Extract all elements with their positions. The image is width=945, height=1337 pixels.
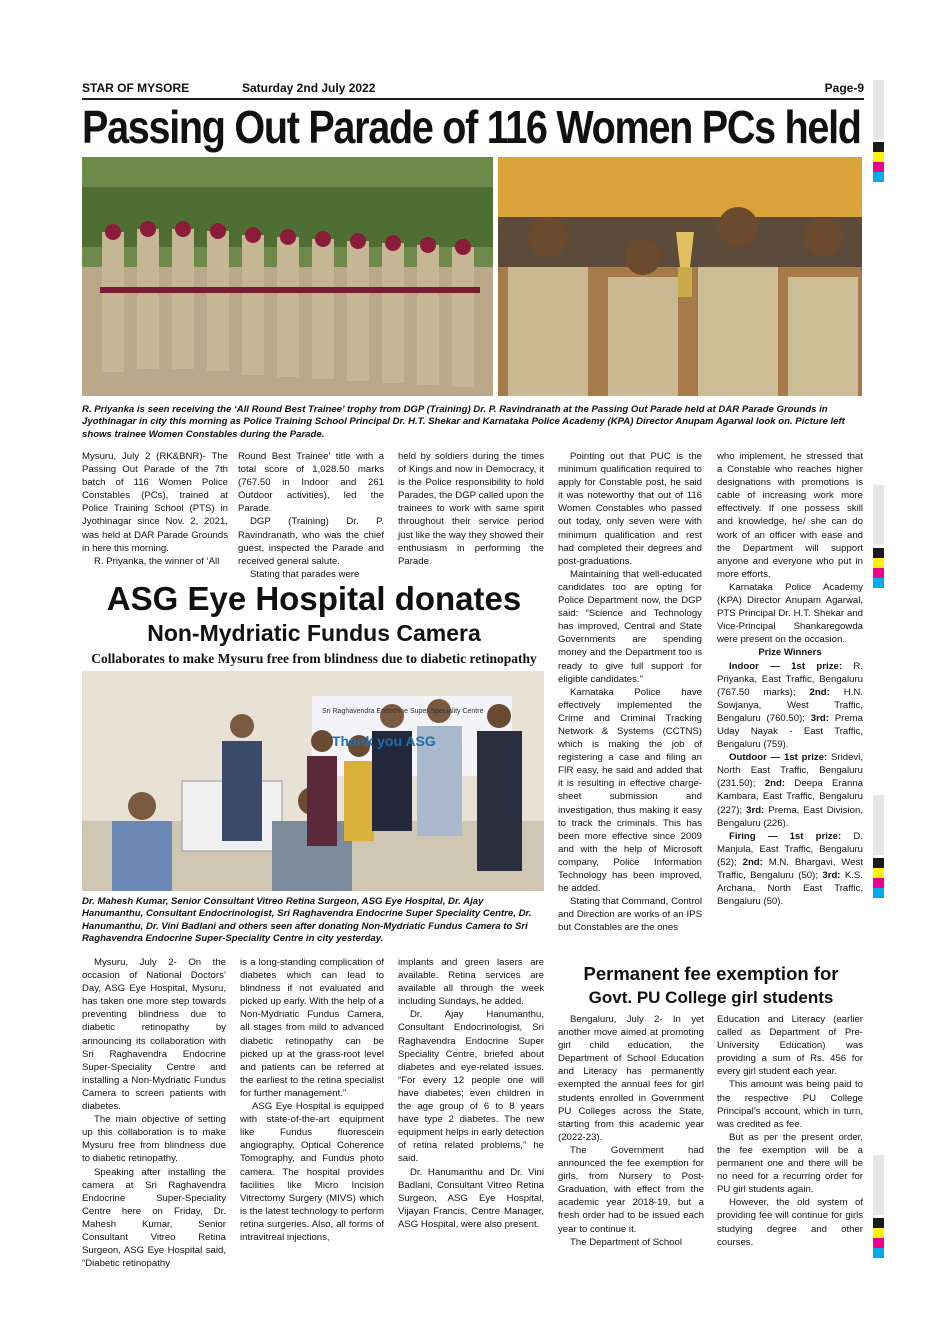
prize-firing: Firing — 1st prize: D. Manjula, East Traffic, Bengaluru (52); 2nd: M.N. Bhargavi, West Traffic, Bengaluru (50); 3rd: K.S. Archana, North East Traffic, Bengaluru (50). <box>717 830 864 908</box>
paragraph: DGP (Training) Dr. P. Ravindranath, who was the chief guest, inspected the Parade and received general salute. <box>238 516 384 567</box>
parade-marching-illustration <box>82 157 493 396</box>
paragraph: Education and Literacy (earlier called as Department of Pre-University Education) was providing a sum of Rs. 456 for every girl student each year. <box>717 1014 863 1078</box>
paragraph: Round Best Trainee’ title with a total score of 1,028.50 marks (767.50 in Indoor and 261 Outdoor activities), led the Parade. <box>238 451 384 515</box>
prize-indoor: Indoor — 1st prize: R. Priyanka, East Traffic, Bengaluru (767.50 marks); 2nd: H.N. Sowjanya, West Traffic, Bengaluru (760.50); 3rd: Prema Uday Nayak - East Traffic, Bengaluru (759). <box>717 660 863 751</box>
parade-col-5 <box>717 450 863 908</box>
colour-marks-1 <box>873 142 884 182</box>
asg-headline: ASG Eye Hospital donates <box>106 580 522 617</box>
banner-text: Sri Raghavendra Endocrine Super Speciality Centre <box>322 708 484 715</box>
paragraph: implants and green lasers are available. Retina services are available all through the week including Sundays, he added. <box>398 957 544 1008</box>
parade-col-2 <box>238 450 384 581</box>
paragraph: Mysuru, July 2 (RK&BNR)- The Passing Out Parade of the 7th batch of 116 Women Police Constables (PCs), trained at Police Training School (PTS) in Jyothinagar since Nov. 2, 2021, was held at DAR Parade Grounds in here this morning. <box>82 451 228 554</box>
paragraph: Stating that Command, Control and Direction are works of an IPS but Constables are the ones <box>558 896 702 934</box>
paper-name: STAR OF MYSORE <box>82 81 190 95</box>
paragraph: Karnataka Police Academy (KPA) Director Anupam Agarwal, PTS Principal Dr. H.T. Shekar and Vice-Principal Shankaregowda were present on the occasion. <box>717 581 863 646</box>
paragraph: The Government had announced the fee exemption for girls, from Nursery to Post-Graduation, with effect from the academic year 2018-19, but a fresh order had to be issued each year to continue it. <box>558 1144 704 1235</box>
colour-marks-4 <box>873 1218 884 1258</box>
paragraph: held by soldiers during the times of Kings and now in Democracy, it is the Police responsibility to hold Parades, the DGP called upon the trainees to work with same spirit throughout their service period just like the way they showed their enthusiasm in performing the Parade. <box>398 451 544 567</box>
paragraph: The main objective of setting up this collaboration is to make Mysuru free from blindness due to diabetic retinopathy. <box>82 1114 226 1165</box>
colour-marks-3 <box>873 858 884 898</box>
fee-col-2 <box>717 1013 863 1249</box>
page-number: Page-9 <box>824 81 864 95</box>
asg-headline-2: Non-Mydriatic Fundus Camera <box>147 620 481 646</box>
paragraph: Pointing out that PUC is the minimum qualification required to apply for Constable post, he said it was noteworthy that out of 116 Women Constables who passed out today, only seven were with minimum qualification and rest had completed their degrees and post-graduations. <box>558 451 702 567</box>
fee-headline-2: Govt. PU College girl students <box>588 988 834 1007</box>
parade-col-4 <box>558 450 702 934</box>
margin-grey-bar <box>873 1155 884 1215</box>
paragraph: Mysuru, July 2- On the occasion of National Doctors’ Day, ASG Eye Hospital, Mysuru, has taken one more step towards preventing blindness due to diabetic retinopathy by announcing its collaboration with Sri Raghavendra Endocrine Super-Speciality Centre and installing a Non-Mydriatic Fundus Camera to screen patients with diabetes. <box>82 957 226 1113</box>
paragraph: Dr. Hanumanthu and Dr. Vini Badlani, Consultant Vitreo Retina Surgeon, ASG Eye Hospital, Vijayan Francis, Centre Manager, ASG Hospital, were also present. <box>398 1166 544 1230</box>
asg-col-2 <box>240 956 384 1244</box>
paragraph: Stating that parades were <box>250 568 360 580</box>
paragraph: Dr. Ajay Hanumanthu, Consultant Endocrinologist, Sri Raghavendra Endocrine Super Speciality Centre, briefed about diabetes and eye-related issues. “For every 12 people one will have diabetes; even children in the age group of 6 to 8 years have type 2 diabetes. The new equipment helps in early detection of retina related problems,” he said. <box>398 1009 544 1165</box>
prize-outdoor: Outdoor — 1st prize: Sridevi, North East Traffic, Bengaluru (231.50); 2nd: Deepa Eranna Kambara, East Traffic, Bengaluru (227); 3rd: Prema, East Division, Bengaluru (226). <box>717 752 864 829</box>
paragraph: R. Priyanka, the winner of ‘All <box>94 555 220 567</box>
paragraph: But as per the present order, the fee exemption will be a permanent one and there will be no need for a recurring order for PU girl students again. <box>717 1131 863 1196</box>
paragraph: Speaking after installing the camera at Sri Raghavendra Endocrine Super-Speciality Centre here on Friday, Dr. Mahesh Kumar, Senior Consultant Vitreo Retina Surgeon, ASG Eye Hospital said, “Diabetic retinopathy <box>82 1166 226 1270</box>
margin-grey-bar <box>873 80 884 140</box>
prize-heading: Prize Winners <box>758 647 822 659</box>
asg-col-1 <box>82 956 226 1270</box>
paragraph: Bengaluru, July 2- In yet another move aimed at promoting girl child education, the Department of School Education and Literacy has permanently exempted the annual fees for girl students enrolled in Government PU Colleges across the State, starting from this academic year (2022-23). <box>558 1014 704 1143</box>
paragraph: Maintaining that well-educated candidates too are opting for Police Department now, the DGP said: “Science and Technology has improved, Central and State Governments are spending money and the Department too is ready to give full support for eligible candidates.” <box>558 568 702 685</box>
paragraph: is a long-standing complication of diabetes which can lead to blindness if not evaluated and picked up early. With the help of a Non-Mydriatic Fundus Camera, all stages from mild to advanced diabetic retinopathy can be picked up at the grass-root level and patients can be referred at the earliest to the retina specialist for further management.” <box>240 957 384 1099</box>
fee-headline: Permanent fee exemption for <box>583 963 839 984</box>
margin-grey-bar <box>873 795 884 855</box>
fee-col-1 <box>558 1013 704 1249</box>
masthead <box>82 80 864 100</box>
parade-photo-caption: R. Priyanka is seen receiving the ‘All Round Best Trainee’ trophy from DGP (Training) Dr. P. Ravindranath at the Passing Out Parade held at DAR Parade Grounds in Jyothinagar in city this morning as Police Training School Principal Dr. H.T. Shekar and Karnataka Police Academy (KPA) Director Anupam Agarwal look on. Picture left shows trainee Women Constables during the Parade. <box>82 404 845 440</box>
paragraph: This amount was being paid to the respective PU College Principal’s account, which in turn, was credited as fee. <box>717 1079 863 1130</box>
parade-photo-right <box>498 157 862 396</box>
colour-marks-2 <box>873 548 884 588</box>
asg-photo-caption: Dr. Mahesh Kumar, Senior Consultant Vitreo Retina Surgeon, ASG Eye Hospital, Dr. Ajay Hanumanthu, Consultant Endocrinologist, Sri Raghavendra Endocrine Super Speciality Centre, Dr. Hanumanthu, Dr. Vini Badlani and others seen after donating Non-Mydriatic Fundus Camera to Sri Raghavendra Endocrine Super-Speciality Centre in city yesterday. <box>82 896 532 945</box>
asg-col-3 <box>398 956 544 1231</box>
asg-photo <box>82 671 544 891</box>
paragraph: However, the old system of providing fee will continue for girls studying degree and other courses. <box>717 1197 863 1248</box>
paragraph: The Department of School <box>570 1236 682 1248</box>
parade-headline: Passing Out Parade of 116 Women PCs held <box>82 101 861 153</box>
trophy-presentation-illustration <box>498 157 862 396</box>
parade-photo-left <box>82 157 493 396</box>
parade-col-1 <box>82 450 228 568</box>
margin-grey-bar <box>873 485 884 545</box>
paragraph: ASG Eye Hospital is equipped with state-of-the-art equipment like Fundus fluorescein angiography, Optical Coherence Tomography, and Fundus photo camera. The hospital provides facilities like Micro Incision Vitrectomy Surgery (MIVS) which is the latest technology to perform retina surgeries. Also, all forms of intravitreal injections, <box>240 1101 384 1243</box>
asg-subhead: Collaborates to make Mysuru free from blindness due to diabetic retinopathy <box>91 651 537 666</box>
banner-sign: Thank you ASG <box>332 733 436 749</box>
paragraph: Karnataka Police have effectively implemented the Crime and Criminal Tracking Network & Systems (CCTNS) which is making the job of registering a case and filing an FIR easy, he said and added that it is resulting in effective charge-sheet submission and investigation, thus making it easy to track the criminals. This has been more effective since 2009 and with the help of Microsoft company, Police Information Technology has been improved, he added. <box>558 686 702 895</box>
parade-col-3 <box>398 450 544 568</box>
paragraph: who implement, he stressed that a Constable who reaches higher designations with promotions is cable of increasing work more effectively. If one possess skill and knowledge, he/ she can do work of an officer with ease and the Department will support anyone and everyone who put in more efforts. <box>717 451 863 580</box>
issue-date: Saturday 2nd July 2022 <box>242 81 376 95</box>
asg-group-illustration <box>82 671 544 891</box>
